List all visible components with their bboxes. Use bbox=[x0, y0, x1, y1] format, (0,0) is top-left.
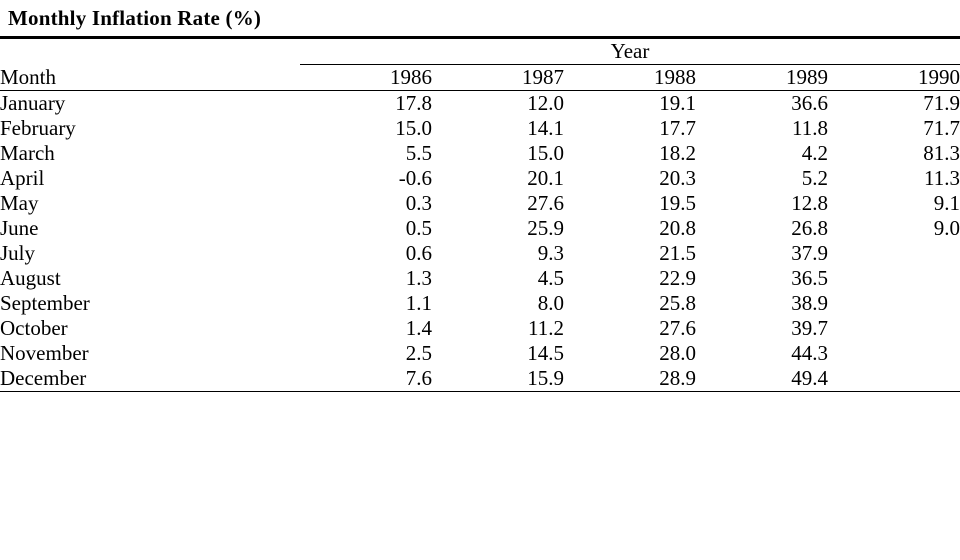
row-label: February bbox=[0, 116, 76, 140]
table-row bbox=[0, 341, 960, 366]
cell-value: 2.5 bbox=[405, 341, 432, 365]
cell-value: 22.9 bbox=[659, 266, 696, 290]
cell-value: 27.6 bbox=[659, 316, 696, 340]
row-label: January bbox=[0, 91, 66, 115]
cell-value bbox=[828, 366, 960, 392]
cell-value bbox=[828, 341, 960, 366]
cell-value: 0.5 bbox=[405, 216, 432, 240]
row-label: December bbox=[0, 366, 87, 390]
cell-value: 36.5 bbox=[791, 266, 828, 290]
cell-value: 20.1 bbox=[527, 166, 564, 190]
cell-value: 4.5 bbox=[537, 266, 564, 290]
row-label: October bbox=[0, 316, 68, 340]
cell-value: 11.8 bbox=[792, 116, 828, 140]
cell-value: 36.6 bbox=[791, 91, 828, 115]
row-label: August bbox=[0, 266, 61, 290]
cell-value: 15.9 bbox=[527, 366, 564, 390]
row-label: June bbox=[0, 216, 39, 240]
row-label: July bbox=[0, 241, 36, 265]
cell-value: 17.8 bbox=[395, 91, 432, 115]
table-row bbox=[0, 216, 960, 241]
cell-value bbox=[828, 266, 960, 291]
cell-value: 11.3 bbox=[924, 166, 960, 190]
cell-value: 18.2 bbox=[659, 141, 696, 165]
table-row bbox=[0, 291, 960, 316]
cell-value: 12.8 bbox=[791, 191, 828, 215]
cell-value: 7.6 bbox=[405, 366, 432, 390]
table-row bbox=[0, 116, 960, 141]
cell-value: 38.9 bbox=[791, 291, 828, 315]
row-label: May bbox=[0, 191, 39, 215]
cell-value: 9.0 bbox=[933, 216, 960, 240]
group-header-year: Year bbox=[300, 39, 960, 65]
cell-value: 19.1 bbox=[659, 91, 696, 115]
table-group-header-row bbox=[0, 39, 960, 65]
cell-value: 1.1 bbox=[405, 291, 432, 315]
cell-value: 15.0 bbox=[395, 116, 432, 140]
column-header-1987: 1987 bbox=[522, 65, 564, 89]
cell-value: 71.7 bbox=[923, 116, 960, 140]
cell-value: 44.3 bbox=[791, 341, 828, 365]
cell-value: 1.4 bbox=[405, 316, 432, 340]
table-header-row bbox=[0, 65, 960, 91]
row-label: March bbox=[0, 141, 55, 165]
cell-value: 20.8 bbox=[659, 216, 696, 240]
table-bottom-rule bbox=[0, 392, 960, 393]
cell-value: 11.2 bbox=[528, 316, 564, 340]
cell-value: 71.9 bbox=[923, 91, 960, 115]
cell-value: 49.4 bbox=[791, 366, 828, 390]
cell-value: 9.1 bbox=[933, 191, 960, 215]
cell-value: 12.0 bbox=[527, 91, 564, 115]
table-row bbox=[0, 241, 960, 266]
cell-value: 25.9 bbox=[527, 216, 564, 240]
cell-value bbox=[828, 316, 960, 341]
table-row bbox=[0, 166, 960, 191]
cell-value: 37.9 bbox=[791, 241, 828, 265]
column-header-1989: 1989 bbox=[786, 65, 828, 89]
cell-value: 19.5 bbox=[659, 191, 696, 215]
cell-value: 9.3 bbox=[537, 241, 564, 265]
cell-value: 28.9 bbox=[659, 366, 696, 390]
cell-value: -0.6 bbox=[398, 166, 432, 190]
cell-value: 28.0 bbox=[659, 341, 696, 365]
cell-value: 39.7 bbox=[791, 316, 828, 340]
table-row bbox=[0, 141, 960, 166]
cell-value: 17.7 bbox=[659, 116, 696, 140]
cell-value: 14.5 bbox=[527, 341, 564, 365]
row-label: April bbox=[0, 166, 45, 190]
table-row bbox=[0, 191, 960, 216]
row-label: September bbox=[0, 291, 90, 315]
cell-value: 26.8 bbox=[791, 216, 828, 240]
row-label: November bbox=[0, 341, 89, 365]
cell-value: 1.3 bbox=[405, 266, 432, 290]
cell-value: 0.3 bbox=[405, 191, 432, 215]
cell-value: 25.8 bbox=[659, 291, 696, 315]
table-row bbox=[0, 316, 960, 341]
page-title: Monthly Inflation Rate (%) bbox=[8, 6, 262, 30]
cell-value: 21.5 bbox=[659, 241, 696, 265]
column-header-month: Month bbox=[0, 65, 57, 89]
column-header-1986: 1986 bbox=[390, 65, 432, 89]
cell-value: 0.6 bbox=[405, 241, 432, 265]
table-row bbox=[0, 91, 960, 116]
cell-value: 5.2 bbox=[801, 166, 828, 190]
cell-value: 27.6 bbox=[527, 191, 564, 215]
cell-value: 4.2 bbox=[801, 141, 828, 165]
column-header-1990: 1990 bbox=[918, 65, 960, 89]
cell-value: 14.1 bbox=[527, 116, 564, 140]
table-row bbox=[0, 266, 960, 291]
cell-value: 15.0 bbox=[527, 141, 564, 165]
cell-value bbox=[828, 291, 960, 316]
cell-value: 5.5 bbox=[405, 141, 432, 165]
cell-value: 8.0 bbox=[537, 291, 564, 315]
column-header-1988: 1988 bbox=[654, 65, 696, 89]
table-row bbox=[0, 366, 960, 392]
cell-value: 20.3 bbox=[659, 166, 696, 190]
inflation-table bbox=[0, 36, 960, 392]
cell-value bbox=[828, 241, 960, 266]
cell-value: 81.3 bbox=[923, 141, 960, 165]
